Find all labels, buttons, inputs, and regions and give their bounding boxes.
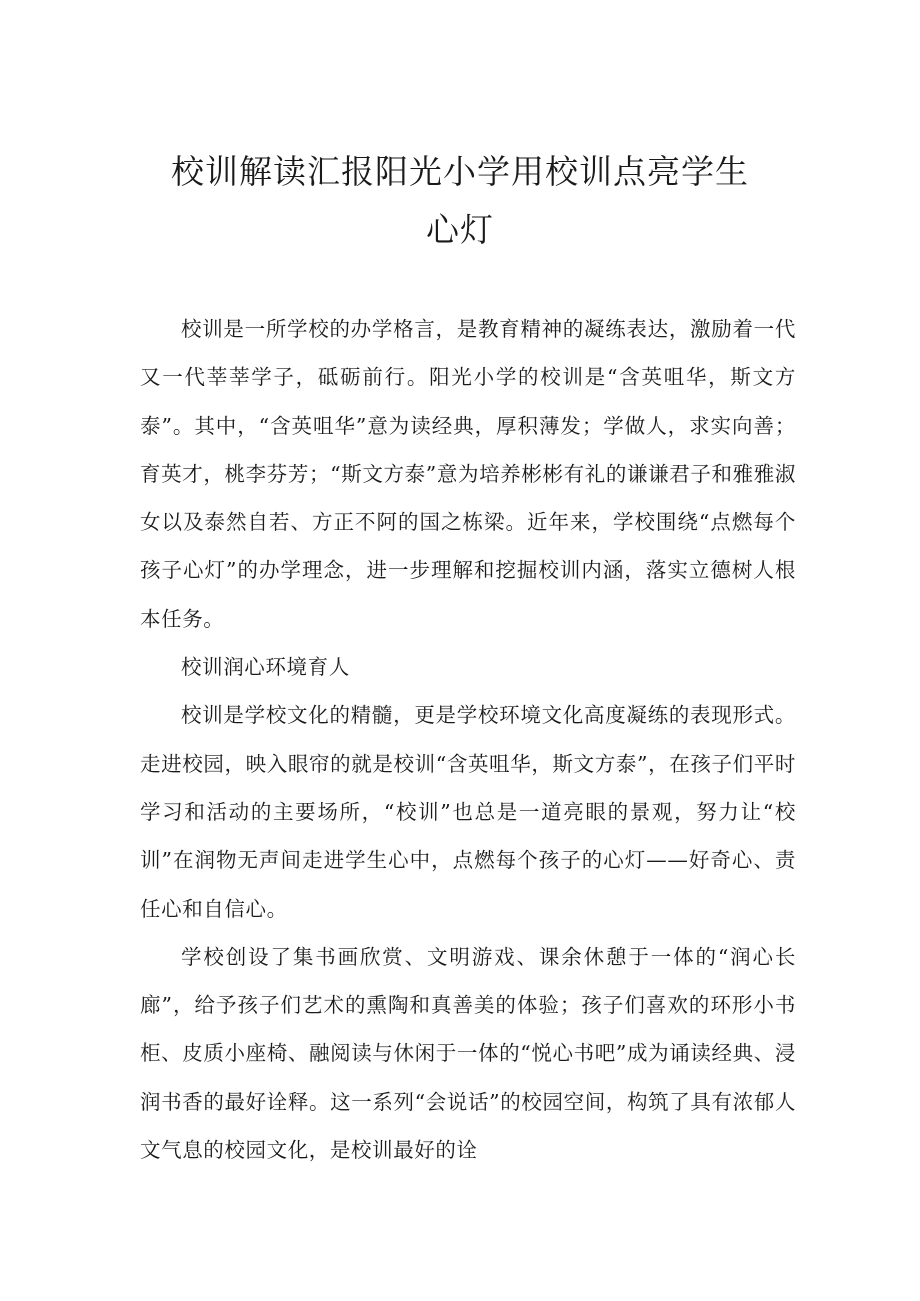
paragraph-spaces: 学校创设了集书画欣赏、文明游戏、课余休憩于一体的“润心长廊”，给予孩子们艺术的熏陶和真善美的体验；孩子们喜欢的环形小书柜、皮质小座椅、融阅读与休闲于一体的“悦心书吧”成为诵读经典、浸润书香的最好诠释。这一系列“会说话”的校园空间，构筑了具有浓郁人文气息的校园文化，是校训最好的诠: [140, 944, 796, 1163]
paragraph-intro: 校训是一所学校的办学格言，是教育精神的凝练表达，激励着一代又一代莘莘学子，砥砺前行。阳光小学的校训是“含英咀华，斯文方泰”。其中，“含英咀华”意为读经典，厚积薄发；学做人，求实向善；育英才，桃李芬芳；“斯文方泰”意为培养彬彬有礼的谦谦君子和雅雅淑女以及泰然自若、方正不阿的国之栋梁。近年来，学校围绕“点燃每个孩子心灯”的办学理念，进一步理解和挖掘校训内涵，落实立德树人根本任务。: [140, 317, 796, 631]
document-title-line-2: 心灯: [426, 210, 494, 249]
document-title-line-1: 校训解读汇报阳光小学用校训点亮学生: [171, 152, 749, 191]
section-heading: 校训润心环境育人: [181, 655, 350, 680]
document-body: [140, 305, 796, 1174]
paragraph-environment: 校训是学校文化的精髓，更是学校环境文化高度凝练的表现形式。走进校园，映入眼帘的就是校训“含英咀华，斯文方泰”，在孩子们平时学习和活动的主要场所，“校训”也总是一道亮眼的景观，努力让“校训”在润物无声间走进学生心中，点燃每个孩子的心灯——好奇心、责任心和自信心。: [140, 703, 796, 921]
